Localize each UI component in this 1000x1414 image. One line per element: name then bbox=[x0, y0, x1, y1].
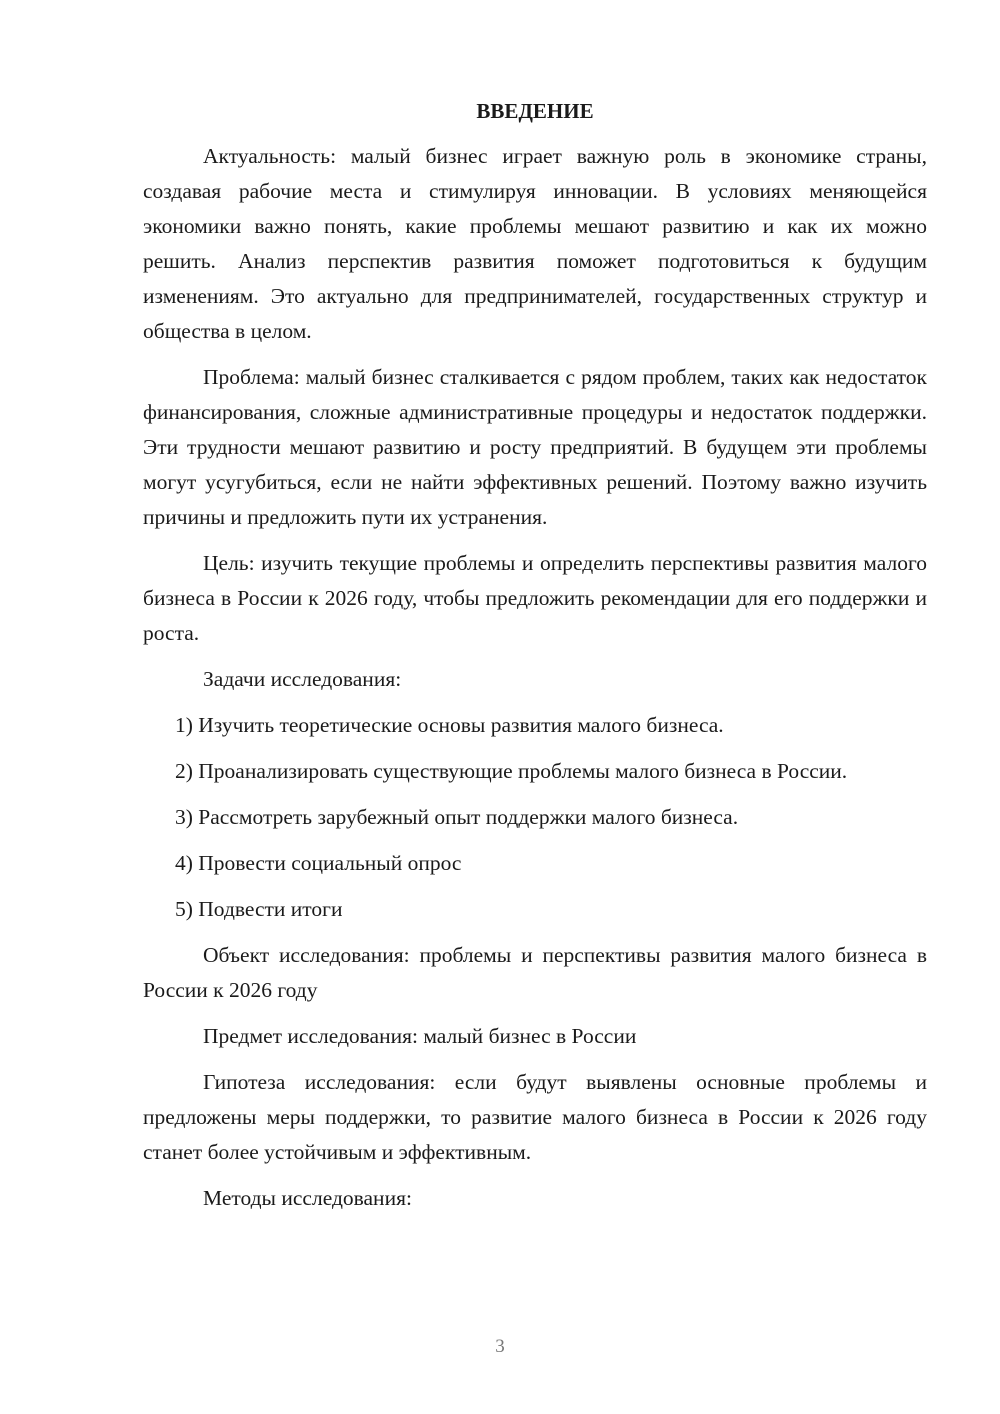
task-item: 1) Изучить теоретические основы развития малого бизнеса. bbox=[175, 713, 724, 737]
tasks-heading: Задачи исследования: bbox=[203, 667, 402, 691]
task-item: 4) Провести социальный опрос bbox=[175, 851, 462, 875]
page-content bbox=[143, 96, 927, 1227]
object-paragraph: Объект исследования: проблемы и перспективы развития малого бизнеса в России к 2026 году bbox=[143, 943, 927, 1002]
hypothesis-paragraph: Гипотеза исследования: если будут выявлены основные проблемы и предложены меры поддержки, то развитие малого бизнеса в России к 2026 году станет более устойчивым и эффективным. bbox=[143, 1070, 927, 1164]
task-item: 2) Проанализировать существующие проблемы малого бизнеса в России. bbox=[175, 759, 848, 783]
methods-paragraph: Методы исследования: bbox=[203, 1186, 412, 1210]
relevance-paragraph: Актуальность: малый бизнес играет важную роль в экономике страны, создавая рабочие места и стимулируя инновации. В условиях меняющейся экономики важно понять, какие проблемы мешают развитию и как их можно решить. Анализ перспектив развития поможет подготовиться к будущим изменениям. Это актуально для предпринимателей, государственных структур и общества в целом. bbox=[143, 144, 927, 343]
goal-paragraph: Цель: изучить текущие проблемы и определить перспективы развития малого бизнеса в России к 2026 году, чтобы предложить рекомендации для его поддержки и роста. bbox=[143, 551, 927, 645]
task-item: 5) Подвести итоги bbox=[175, 897, 343, 921]
page-number: 3 bbox=[495, 1336, 505, 1357]
section-title: ВВЕДЕНИЕ bbox=[476, 99, 594, 123]
problem-paragraph: Проблема: малый бизнес сталкивается с рядом проблем, таких как недостаток финансирования, сложные административные процедуры и недостаток поддержки. Эти трудности мешают развитию и росту предприятий. В будущем эти проблемы могут усугубиться, если не найти эффективных решений. Поэтому важно изучить причины и предложить пути их устранения. bbox=[143, 365, 927, 529]
task-item: 3) Рассмотреть зарубежный опыт поддержки малого бизнеса. bbox=[175, 805, 739, 829]
subject-paragraph: Предмет исследования: малый бизнес в России bbox=[203, 1024, 637, 1048]
